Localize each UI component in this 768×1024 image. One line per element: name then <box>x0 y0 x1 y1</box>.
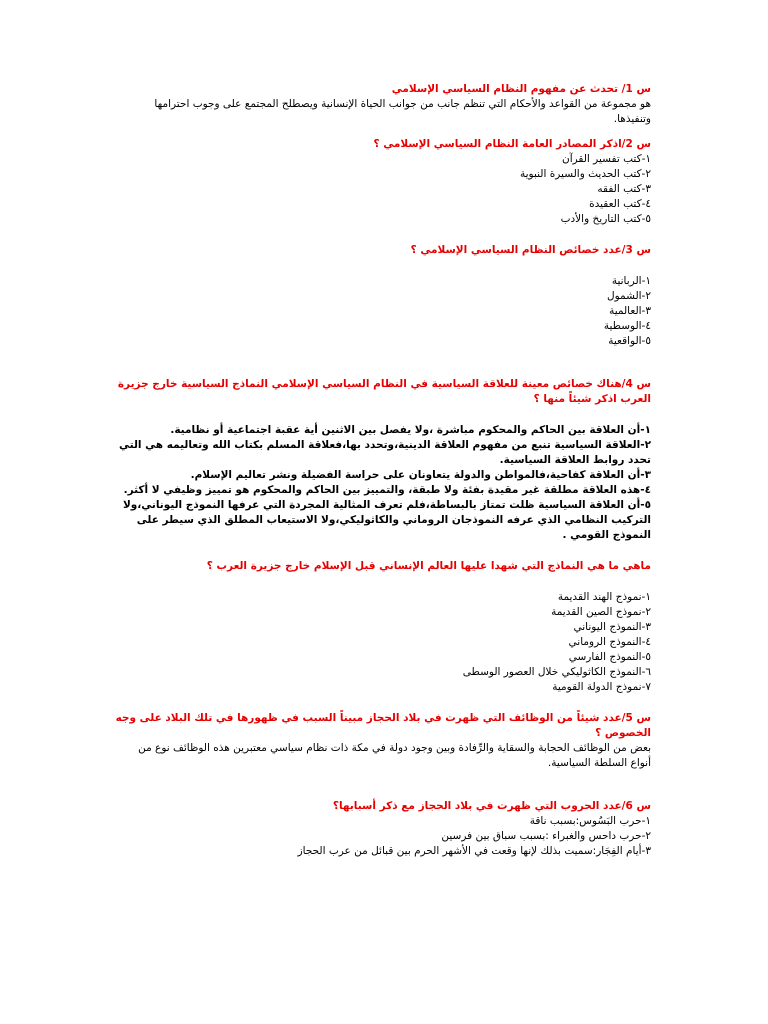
list-item: ١-نموذج الهند القديمة <box>557 591 651 603</box>
list-item: ٤-هذه العلاقة مطلقة غير مقيدة بفئة ولا طبقة، والتمييز بين الحاكم والمحكوم هو تمييز وظيفي لا أكثر. <box>123 484 651 496</box>
list-item: ٣-أيام الفِجَار:سميت بذلك لإنها وقعت في الأشهر الحرم بين قبائل من عرب الحجاز <box>297 845 651 857</box>
list-item: ٥-كتب التاريخ والأدب <box>560 213 651 225</box>
list-item: ٣-النموذج اليوناني <box>573 621 651 633</box>
document-page <box>115 82 651 859</box>
question-1: س 1/ تحدث عن مفهوم النظام السياسي الإسلامي <box>391 83 651 95</box>
question-6: س 6/عدد الحروب التي ظهرت في بلاد الحجاز مع ذكر أسبابها؟ <box>332 800 651 812</box>
list-item: ٥-النموذج الفارسي <box>568 651 651 663</box>
list-item: ١-حرب البَسُوس:بسبب ناقة <box>529 815 651 827</box>
question-5: س 5/عدد شيئاً من الوظائف التي ظهرت في بلاد الحجاز مبيناً السبب في ظهورها في تلك البلاد على وجه الخصوص ؟ <box>115 712 651 739</box>
list-item: ٢-كتب الحديث والسيرة النبوية <box>519 168 651 180</box>
answer-1: هو مجموعة من القواعد والأحكام التي تنظم جانب من جوانب الحياة الإنسانية ويصطلح المجتمع على وجوب احترامها وتنفيذها. <box>154 98 651 125</box>
list-item: ٧-نموذج الدولة القومية <box>552 681 651 693</box>
list-item: ٢-العلاقة السياسية تنبع من مفهوم العلاقة الدينية،وتحدد بها،فعلاقة المسلم بكتاب الله وتعاليمه هي التي تحدد روابط العلاقة السياسية. <box>119 439 651 466</box>
list-item: ٣-أن العلاقة كفاحية،فالمواطن والدولة يتعاونان على حراسة الفضيلة ونشر تعاليم الإسلام. <box>190 469 651 481</box>
answer-2-list <box>115 152 651 227</box>
list-item: ٥-الواقعية <box>608 335 651 347</box>
list-item: ٢-نموذج الصين القديمة <box>551 606 651 618</box>
list-item: ٤-الوسطية <box>603 320 651 332</box>
question-4: س 4/هناك خصائص معينة للعلاقة السياسية في النظام السياسي الإسلامي النماذج السياسية خارج جزيرة العرب اذكر شيئاً منها ؟ <box>117 378 651 405</box>
question-models: ماهي ما هي النماذج التي شهدا عليها العالم الإنساني قبل الإسلام خارج جزيرة العرب ؟ <box>206 560 651 572</box>
list-item: ١-الربانية <box>611 275 651 287</box>
answer-5: بعض من الوظائف الحجابة والسقاية والرِّفادة وبين وجود دولة في مكة ذات نظام سياسي معتبرين هذه الوظائف نوع من أنواع السلطة السياسية. <box>138 742 651 769</box>
list-item: ٣-كتب الفقه <box>597 183 651 195</box>
list-item: ١-كتب تفسير القرآن <box>562 153 651 165</box>
question-3: س 3/عدد خصائص النظام السياسي الإسلامي ؟ <box>410 244 651 256</box>
list-item: ١-أن العلاقة بين الحاكم والمحكوم مباشرة ،ولا يفصل بين الاثنين أية عقبة اجتماعية أو نظامية. <box>170 424 651 436</box>
list-item: ٦-النموذج الكاثوليكي خلال العصور الوسطى <box>462 666 651 678</box>
answer-3-list <box>115 274 651 349</box>
answer-4-list <box>115 423 651 543</box>
answer-6-list <box>115 814 651 859</box>
list-item: ٥-أن العلاقة السياسية ظلت تمتاز بالبساطة،فلم تعرف المثالية المجردة التي عرفها النموذج اليوناني،ولا التركيب النظامي الذي عرفه النموذجان الروماني والكاثوليكي،ولا الاستيعاب المطلق الذي سيطر على النموذج القومي . <box>122 499 651 541</box>
list-item: ٢-الشمول <box>606 290 651 302</box>
question-2: س 2/اذكر المصادر العامة النظام السياسي الإسلامي ؟ <box>373 138 651 150</box>
answer-models-list <box>115 590 651 695</box>
list-item: ٣-العالمية <box>609 305 651 317</box>
list-item: ٤-كتب العقيدة <box>589 198 651 210</box>
list-item: ٤-النموذج الروماني <box>568 636 651 648</box>
list-item: ٢-حرب داحس والغبراء :بسبب سباق بين فرسين <box>441 830 651 842</box>
